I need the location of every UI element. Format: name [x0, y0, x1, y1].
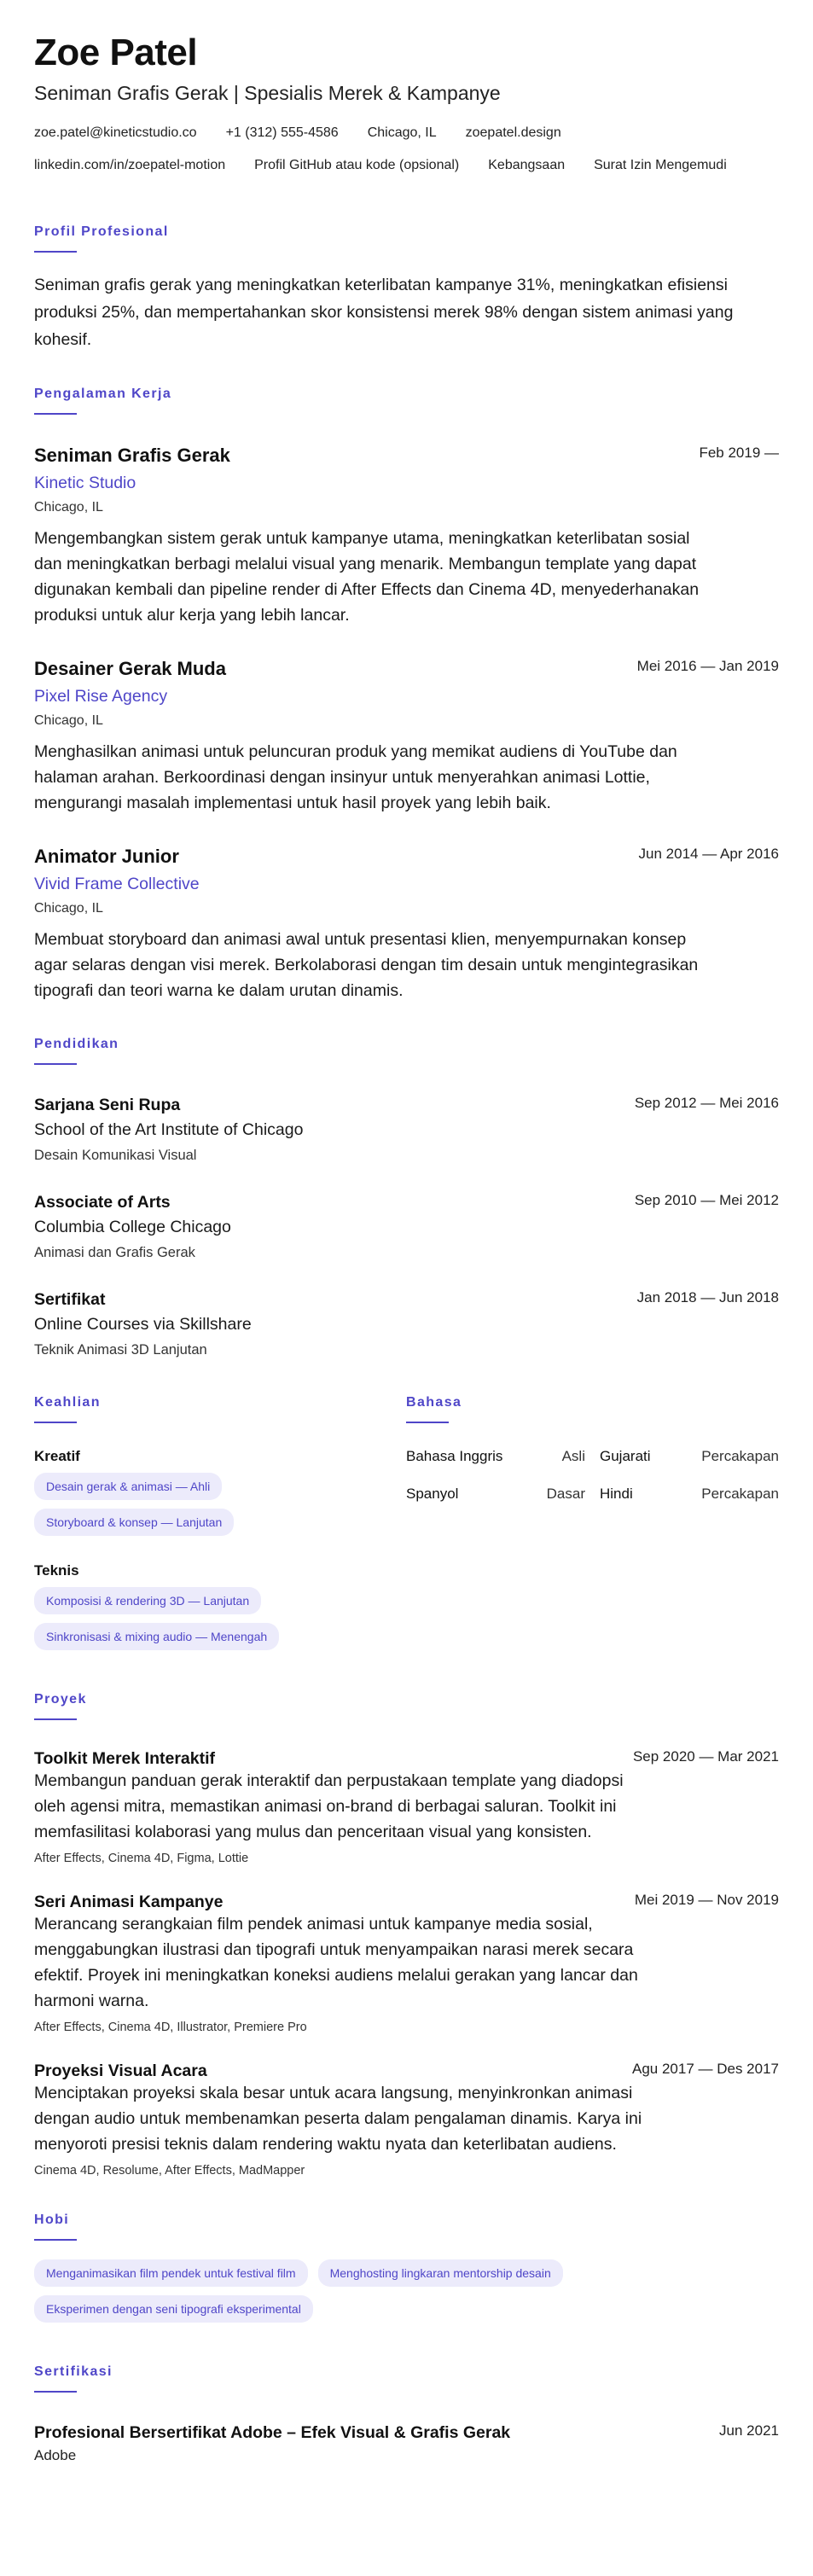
project-item	[34, 1747, 779, 1867]
job-location: Chicago, IL	[34, 713, 103, 728]
experience-section	[34, 386, 779, 1003]
section-divider	[34, 2391, 77, 2393]
contact-github[interactable]: Profil GitHub atau kode (opsional)	[254, 158, 460, 172]
contact-phone[interactable]: +1 (312) 555-4586	[225, 125, 339, 140]
experience-item	[34, 845, 779, 1003]
job-title: Seniman Grafis Gerak	[34, 445, 230, 466]
summary-section	[34, 224, 779, 353]
experience-item	[34, 657, 779, 816]
education-item	[34, 1094, 779, 1166]
education-item	[34, 1288, 779, 1360]
language-level: Percakapan	[701, 1448, 779, 1464]
degree-name: Sertifikat	[34, 1290, 106, 1309]
languages-section	[406, 1394, 779, 1659]
skill-tag: Storyboard & konsep — Lanjutan	[34, 1509, 234, 1536]
skill-tag: Komposisi & rendering 3D — Lanjutan	[34, 1587, 261, 1614]
education-dates: Sep 2012 — Mei 2016	[634, 1095, 779, 1111]
contact-driving-license: Surat Izin Mengemudi	[594, 158, 727, 172]
job-description: Mengembangkan sistem gerak untuk kampanye utama, meningkatkan keterlibatan sosial dan meningkatkan berbagi melalui visual yang menarik. Membangun template yang dapat digunakan kembali dan pipeline render di After Effects dan Cinema 4D, menyederhanakan produksi untuk alur kerja yang lebih lancar.	[34, 529, 700, 625]
project-description: Membangun panduan gerak interaktif dan perpustakaan template yang diadopsi oleh agensi mitra, memastikan animasi on-brand di berbagai saluran. Toolkit ini memfasilitasi kolaborasi yang mulus dan penceritaan visual yang konsisten.	[34, 1771, 624, 1841]
language-list	[406, 1447, 779, 1522]
section-divider	[34, 1063, 77, 1065]
skill-tags	[34, 1473, 406, 1544]
language-level: Percakapan	[701, 1486, 779, 1502]
certification-name: Profesional Bersertifikat Adobe – Efek Visual & Grafis Gerak	[34, 2423, 511, 2442]
project-tools: Cinema 4D, Resolume, After Effects, MadMapper	[34, 2164, 305, 2178]
section-title: Pengalaman Kerja	[34, 387, 172, 401]
project-dates: Mei 2019 — Nov 2019	[634, 1892, 779, 1908]
language-item	[600, 1485, 779, 1503]
contact-email[interactable]: zoe.patel@kineticstudio.co	[34, 125, 197, 140]
certification-item	[34, 2422, 779, 2466]
skill-tags	[34, 1587, 406, 1659]
section-title: Profil Profesional	[34, 224, 169, 239]
project-tools: After Effects, Cinema 4D, Figma, Lottie	[34, 1852, 249, 1865]
degree-name: Associate of Arts	[34, 1193, 171, 1212]
project-item	[34, 1891, 779, 2036]
resume-header	[34, 31, 779, 189]
project-name: Toolkit Merek Interaktif	[34, 1749, 216, 1768]
job-location: Chicago, IL	[34, 901, 103, 916]
hobby-tag: Menganimasikan film pendek untuk festival film	[34, 2259, 308, 2287]
certification-date: Jun 2021	[719, 2422, 779, 2439]
job-title: Desainer Gerak Muda	[34, 658, 226, 679]
job-dates: Jun 2014 — Apr 2016	[638, 846, 779, 862]
project-dates: Agu 2017 — Des 2017	[631, 2061, 779, 2077]
section-divider	[406, 1422, 449, 1423]
candidate-headline: Seniman Grafis Gerak | Spesialis Merek & Kampanye	[34, 82, 501, 104]
section-title: Bahasa	[406, 1395, 462, 1410]
section-title: Pendidikan	[34, 1037, 119, 1051]
certifications-section	[34, 2364, 779, 2466]
project-dates: Sep 2020 — Mar 2021	[632, 1748, 779, 1765]
contact-website[interactable]: zoepatel.design	[465, 125, 561, 140]
project-description: Merancang serangkaian film pendek animasi untuk kampanye media sosial, menggabungkan ilustrasi dan tipografi untuk menyampaikan narasi merek secara efektif. Proyek ini meningkatkan koneksi audiens melalui gerakan yang lancar dan harmoni warna.	[34, 1915, 638, 2010]
contact-linkedin[interactable]: linkedin.com/in/zoepatel-motion	[34, 158, 226, 172]
language-level: Asli	[561, 1448, 585, 1464]
skills-section	[34, 1394, 406, 1659]
job-title: Animator Junior	[34, 846, 179, 867]
section-divider	[34, 1422, 77, 1423]
language-item	[406, 1447, 585, 1466]
job-description: Menghasilkan animasi untuk peluncuran produk yang memikat audiens di YouTube dan halaman arahan. Berkoordinasi dengan insinyur untuk menyerahkan animasi Lottie, mengurangi masalah implementasi untuk hasil proyek yang lebih baik.	[34, 742, 677, 812]
school-name: Columbia College Chicago	[34, 1218, 231, 1236]
school-name: Online Courses via Skillshare	[34, 1315, 252, 1334]
job-description: Membuat storyboard dan animasi awal untuk presentasi klien, menyempurnakan konsep agar selaras dengan visi merek. Berkolaborasi dengan tim desain untuk mengintegrasikan tipografi dan teori warna ke dalam urutan dinamis.	[34, 930, 699, 1000]
skill-group	[34, 1447, 406, 1544]
section-divider	[34, 413, 77, 415]
company-name: Vivid Frame Collective	[34, 875, 200, 893]
section-title: Proyek	[34, 1692, 87, 1707]
section-divider	[34, 1718, 77, 1720]
skills-languages-row	[34, 1394, 779, 1659]
language-name: Bahasa Inggris	[406, 1448, 503, 1464]
study-field: Teknik Animasi 3D Lanjutan	[34, 1342, 207, 1358]
language-name: Hindi	[600, 1486, 633, 1502]
contact-location: Chicago, IL	[367, 125, 437, 140]
education-dates: Jan 2018 — Jun 2018	[636, 1289, 779, 1305]
company-name: Pixel Rise Agency	[34, 687, 168, 706]
project-name: Seri Animasi Kampanye	[34, 1893, 224, 1911]
project-name: Proyeksi Visual Acara	[34, 2061, 207, 2080]
skill-group-name: Kreatif	[34, 1448, 80, 1464]
summary-text: Seniman grafis gerak yang meningkatkan keterlibatan kampanye 31%, meningkatkan efisiensi produksi 25%, dan mempertahankan skor konsistensi merek 98% dengan sistem animasi yang kohesif.	[34, 276, 734, 349]
school-name: School of the Art Institute of Chicago	[34, 1120, 304, 1139]
study-field: Animasi dan Grafis Gerak	[34, 1245, 195, 1260]
language-name: Spanyol	[406, 1486, 459, 1502]
project-item	[34, 2060, 779, 2179]
language-name: Gujarati	[600, 1448, 651, 1464]
experience-item	[34, 444, 779, 628]
skill-group-name: Teknis	[34, 1562, 79, 1579]
job-dates: Feb 2019 —	[699, 445, 779, 461]
job-location: Chicago, IL	[34, 500, 103, 515]
skill-tag: Sinkronisasi & mixing audio — Menengah	[34, 1623, 279, 1650]
projects-section	[34, 1691, 779, 2179]
hobbies-section	[34, 2212, 779, 2331]
skill-tag: Desain gerak & animasi — Ahli	[34, 1473, 222, 1500]
certification-issuer: Adobe	[34, 2447, 77, 2463]
education-section	[34, 1036, 779, 1360]
education-dates: Sep 2010 — Mei 2012	[634, 1192, 779, 1208]
hobby-tag: Eksperimen dengan seni tipografi eksperimental	[34, 2295, 313, 2323]
project-description: Menciptakan proyeksi skala besar untuk acara langsung, menyinkronkan animasi dengan audio untuk membenamkan peserta dalam pengalaman dinamis. Karya ini menyoroti presisi teknis dalam rendering waktu nyata dan keterlibatan audiens.	[34, 2084, 642, 2154]
project-tools: After Effects, Cinema 4D, Illustrator, Premiere Pro	[34, 2021, 307, 2034]
section-title: Keahlian	[34, 1395, 101, 1410]
section-divider	[34, 251, 77, 253]
contact-nationality: Kebangsaan	[488, 158, 566, 172]
hobby-tags	[34, 2259, 682, 2331]
section-title: Hobi	[34, 2213, 70, 2227]
degree-name: Sarjana Seni Rupa	[34, 1096, 181, 1114]
language-level: Dasar	[546, 1486, 585, 1502]
hobby-tag: Menghosting lingkaran mentorship desain	[318, 2259, 563, 2287]
section-title: Sertifikasi	[34, 2364, 113, 2379]
language-item	[406, 1485, 585, 1503]
company-name: Kinetic Studio	[34, 474, 136, 492]
language-item	[600, 1447, 779, 1466]
study-field: Desain Komunikasi Visual	[34, 1148, 197, 1163]
contact-list	[34, 125, 785, 189]
job-dates: Mei 2016 — Jan 2019	[636, 658, 779, 674]
candidate-name: Zoe Patel	[34, 32, 198, 73]
education-item	[34, 1191, 779, 1263]
section-divider	[34, 2239, 77, 2241]
skill-group	[34, 1561, 406, 1659]
